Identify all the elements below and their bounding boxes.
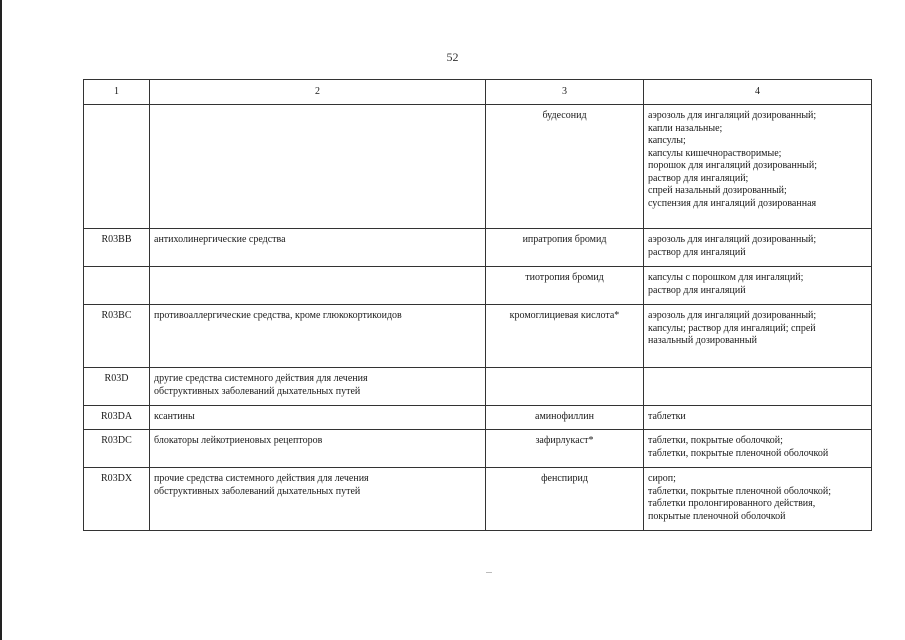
table-row bbox=[84, 105, 872, 229]
dosage-forms-cell bbox=[644, 267, 872, 305]
header-col-3: 3 bbox=[486, 80, 644, 105]
dosage-form-line: раствор для ингаляций bbox=[648, 284, 746, 296]
group-text-line: другие средства системного действия для лечения bbox=[154, 373, 368, 384]
page-number: 52 bbox=[446, 50, 459, 64]
atc-code-cell: R03BC bbox=[84, 305, 150, 368]
page-left-edge-rule bbox=[0, 0, 2, 640]
group-text-line: обструктивных заболеваний дыхательных путей bbox=[154, 385, 361, 397]
active-substance-cell: тиотропия бромид bbox=[486, 267, 644, 305]
active-substance-cell: ипратропия бромид bbox=[486, 229, 644, 267]
dosage-forms-cell bbox=[644, 105, 872, 229]
dosage-form-line: покрытые пленочной оболочкой bbox=[648, 510, 786, 522]
atc-code-cell: R03DC bbox=[84, 430, 150, 468]
table-header-row bbox=[84, 80, 872, 105]
dosage-forms-cell bbox=[644, 229, 872, 267]
dosage-form-line: сироп; bbox=[648, 473, 676, 484]
dosage-form-line: аэрозоль для ингаляций дозированный; bbox=[648, 310, 817, 321]
dosage-form-line: спрей назальный дозированный; bbox=[648, 185, 787, 196]
active-substance-cell: зафирлукаст* bbox=[486, 430, 644, 468]
atc-code-cell bbox=[84, 267, 150, 305]
table-row bbox=[84, 267, 872, 305]
dosage-form-line: таблетки, покрытые оболочкой; bbox=[648, 435, 783, 446]
dosage-form-line: таблетки, покрытые пленочной оболочкой bbox=[648, 447, 829, 459]
active-substance-cell bbox=[486, 368, 644, 406]
dosage-form-line: таблетки пролонгированного действия, bbox=[648, 498, 816, 509]
dosage-forms-cell bbox=[644, 368, 872, 406]
active-substance-cell: кромоглициевая кислота* bbox=[486, 305, 644, 368]
active-substance-cell: фенспирид bbox=[486, 468, 644, 531]
dosage-form-line: капсулы кишечнорастворимые; bbox=[648, 147, 782, 159]
pharmacological-group-cell bbox=[150, 305, 486, 368]
header-col-4: 4 bbox=[644, 80, 872, 105]
pharmacological-group-cell bbox=[150, 229, 486, 267]
dosage-form-line: капсулы; раствор для ингаляций; спрей bbox=[648, 322, 816, 334]
pharmacological-group-cell bbox=[150, 105, 486, 229]
table-row bbox=[84, 368, 872, 406]
group-text-line: противоаллергические средства, кроме глюкокортикоидов bbox=[154, 310, 402, 321]
scan-artifact bbox=[486, 572, 492, 573]
active-substance-cell: будесонид bbox=[486, 105, 644, 229]
dosage-form-line: капли назальные; bbox=[648, 122, 723, 134]
pharmacological-group-cell bbox=[150, 430, 486, 468]
header-col-1: 1 bbox=[84, 80, 150, 105]
dosage-form-line: капсулы с порошком для ингаляций; bbox=[648, 272, 804, 283]
pharmacological-group-cell bbox=[150, 368, 486, 406]
dosage-form-line: таблетки bbox=[648, 411, 686, 422]
pharmacological-group-cell bbox=[150, 468, 486, 531]
dosage-form-line: суспензия для ингаляций дозированная bbox=[648, 197, 817, 209]
atc-code-cell: R03DA bbox=[84, 406, 150, 430]
dosage-form-line: аэрозоль для ингаляций дозированный; bbox=[648, 234, 817, 245]
table-row bbox=[84, 305, 872, 368]
active-substance-cell: аминофиллин bbox=[486, 406, 644, 430]
group-text-line: блокаторы лейкотриеновых рецепторов bbox=[154, 435, 323, 446]
atc-code-cell: R03DX bbox=[84, 468, 150, 531]
pharmacological-group-cell bbox=[150, 406, 486, 430]
atc-code-cell: R03D bbox=[84, 368, 150, 406]
group-text-line: антихолинергические средства bbox=[154, 234, 286, 245]
dosage-form-line: назальный дозированный bbox=[648, 335, 757, 346]
table-row bbox=[84, 406, 872, 430]
table-row bbox=[84, 229, 872, 267]
dosage-form-line: раствор для ингаляций bbox=[648, 246, 746, 258]
dosage-forms-cell bbox=[644, 430, 872, 468]
table-row bbox=[84, 430, 872, 468]
dosage-form-line: аэрозоль для ингаляций дозированный; bbox=[648, 110, 817, 121]
dosage-form-line: раствор для ингаляций; bbox=[648, 172, 749, 184]
pharmacological-group-cell bbox=[150, 267, 486, 305]
group-text-line: ксантины bbox=[154, 411, 195, 422]
dosage-form-line: таблетки, покрытые пленочной оболочкой; bbox=[648, 485, 832, 497]
dosage-forms-cell bbox=[644, 305, 872, 368]
group-text-line: обструктивных заболеваний дыхательных путей bbox=[154, 485, 361, 497]
dosage-form-line: порошок для ингаляций дозированный; bbox=[648, 160, 818, 171]
group-text-line: прочие средства системного действия для лечения bbox=[154, 473, 369, 484]
medication-table bbox=[83, 79, 872, 531]
dosage-forms-cell bbox=[644, 406, 872, 430]
dosage-forms-cell bbox=[644, 468, 872, 531]
atc-code-cell bbox=[84, 105, 150, 229]
dosage-form-line: капсулы; bbox=[648, 135, 686, 146]
table-row bbox=[84, 468, 872, 531]
header-col-2: 2 bbox=[150, 80, 486, 105]
atc-code-cell: R03BB bbox=[84, 229, 150, 267]
